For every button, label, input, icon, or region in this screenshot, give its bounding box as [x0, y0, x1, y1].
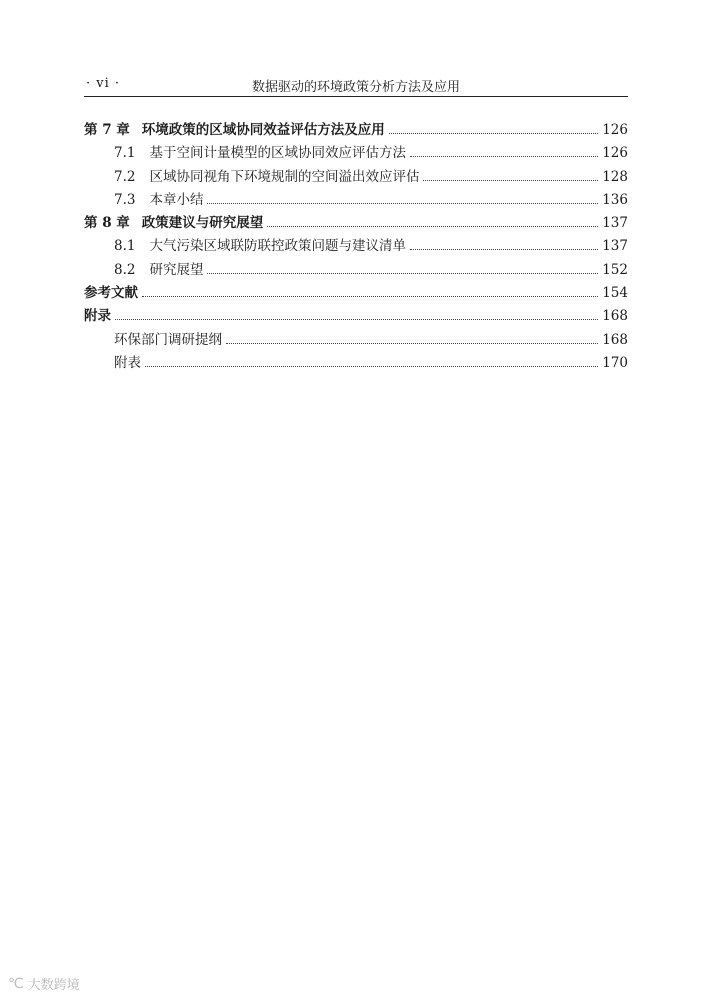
watermark: [8, 974, 80, 993]
watermark-logo-icon: ℃: [8, 975, 24, 992]
toc-entry-title: 基于空间计量模型的区域协同效应评估方法: [149, 145, 406, 162]
toc-entry-chapter-8[interactable]: [84, 211, 628, 234]
toc-entry-title: 附录: [84, 308, 111, 325]
toc-entry-page: 136: [602, 191, 628, 208]
dot-leader: [410, 249, 598, 250]
toc-entry-page: 126: [602, 122, 628, 138]
toc-entry-title: 政策建议与研究展望: [141, 215, 264, 232]
dot-leader: [207, 273, 598, 274]
toc-entry-references[interactable]: [84, 281, 628, 304]
toc-entry-section-7-2[interactable]: [84, 165, 628, 188]
toc-entry-number: 7.2: [114, 168, 136, 185]
toc-entry-title: 环保部门调研提纲: [114, 331, 222, 348]
toc-entry-section-8-1[interactable]: [84, 234, 628, 257]
toc-entry-page: 126: [602, 145, 628, 162]
page-number: · vi ·: [86, 76, 121, 91]
toc-entry-number: 8.1: [114, 238, 136, 255]
toc-entry-survey-outline[interactable]: [84, 328, 628, 351]
toc-entry-number: 7.1: [114, 145, 136, 162]
toc-entry-page: 128: [602, 168, 628, 185]
table-of-contents: [84, 118, 628, 374]
toc-entry-appendix-tables[interactable]: [84, 351, 628, 374]
toc-entry-section-7-1[interactable]: [84, 141, 628, 164]
running-title: 数据驱动的环境政策分析方法及应用: [251, 80, 460, 95]
toc-entry-section-8-2[interactable]: [84, 258, 628, 281]
toc-entry-number: 第 8 章: [84, 215, 130, 232]
toc-entry-appendix[interactable]: [84, 304, 628, 327]
toc-entry-number: 8.2: [114, 261, 136, 278]
toc-entry-title: 大气污染区域联防联控政策问题与建议清单: [149, 238, 406, 255]
dot-leader: [226, 343, 598, 344]
toc-entry-title: 参考文献: [84, 285, 138, 302]
dot-leader: [389, 133, 598, 134]
toc-entry-page: 137: [602, 238, 628, 255]
toc-entry-page: 168: [602, 331, 628, 348]
toc-entry-page: 137: [602, 215, 628, 232]
dot-leader: [145, 366, 598, 367]
toc-entry-page: 170: [602, 354, 628, 371]
toc-entry-title: 区域协同视角下环境规制的空间溢出效应评估: [149, 168, 420, 185]
toc-entry-number: 第 7 章: [84, 122, 130, 138]
toc-entry-page: 154: [602, 285, 628, 302]
toc-entry-title: 本章小结: [149, 191, 204, 208]
page-header: [84, 74, 628, 97]
dot-leader: [423, 180, 598, 181]
toc-entry-title: 研究展望: [149, 261, 204, 278]
toc-entry-title: 附表: [114, 354, 141, 371]
dot-leader: [115, 319, 598, 320]
dot-leader: [410, 156, 598, 157]
dot-leader: [207, 203, 598, 204]
dot-leader: [142, 296, 598, 297]
toc-entry-section-7-3[interactable]: [84, 188, 628, 211]
toc-entry-page: 152: [602, 261, 628, 278]
watermark-text: 大数跨境: [27, 978, 80, 993]
toc-entry-number: 7.3: [114, 191, 136, 208]
toc-entry-page: 168: [602, 308, 628, 325]
toc-entry-chapter-7[interactable]: [84, 118, 628, 141]
toc-entry-title: 环境政策的区域协同效益评估方法及应用: [141, 122, 385, 138]
dot-leader: [267, 226, 598, 227]
